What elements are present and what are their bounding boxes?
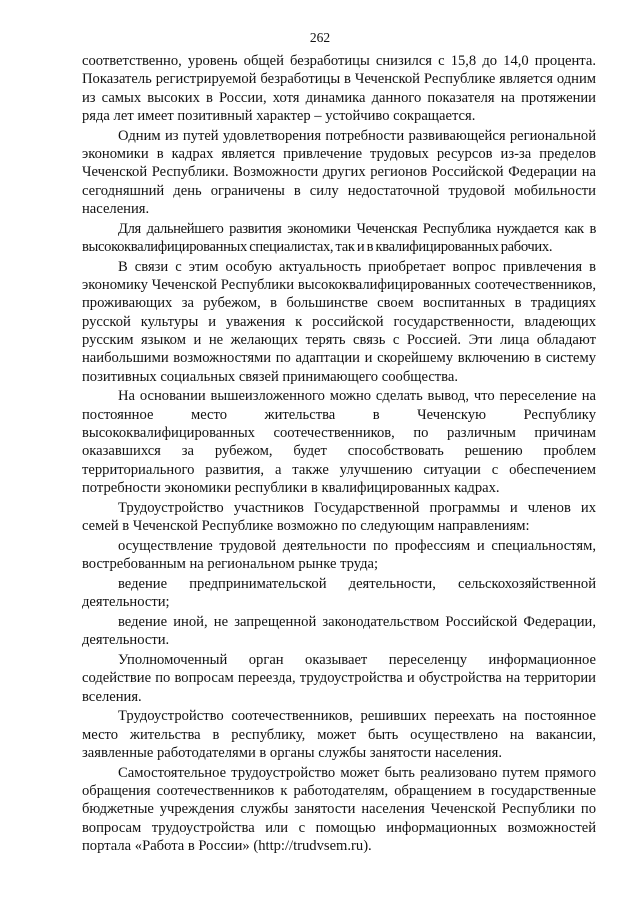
paragraph-labor-resources: Одним из путей удовлетворения потребности развивающейся региональной экономики в кадрах является привлечение трудовых ресурсов из-за пределов Чеченской Республики. Возможности других регионов Российской Федерации на сегодняшний день ограничены в силу недостаточной трудовой мобильности населения. [82,127,596,217]
list-item-labor-activity: осуществление трудовой деятельности по профессиям и специальностям, востребованным на региональном рынке труда; [82,537,596,573]
paragraph-employment-directions: Трудоустройство участников Государственной программы и членов их семей в Чеченской Республике возможно по следующим направлениям: [82,499,596,534]
list-item-entrepreneurship: ведение предпринимательской деятельности, сельскохозяйственной деятельности; [82,575,596,611]
paragraph-conclusion: На основании вышеизложенного можно сделать вывод, что переселение на постоянное место жительства в Чеченскую Республику высококвалифицированных соотечественников, по различным причинам оказавшихся за рубежом, будет способствовать решению проблем территориального развития, а также улучшению ситуации с обеспечением потребности экономики республики в квалифицированных кадрах. [82,388,596,496]
document-body [82,52,596,857]
list-item-other-activity: ведение иной, не запрещенной законодательством Российской Федерации, деятельности. [82,613,596,649]
paragraph-unemployment-summary: соответственно, уровень общей безработицы снизился с 15,8 до 14,0 процента. Показатель регистрируемой безработицы в Чеченской Республике является одним из самых высоких в России, хотя динамика данного показателя на протяжении ряда лет имеет позитивный характер – устойчиво сокращается. [82,53,596,124]
paragraph-specialists-need: Для дальнейшего развития экономики Чеченская Республика нуждается как в высококвалифицированных специалистах, так и в квалифицированных рабочих. [82,220,596,255]
paragraph-authorized-body: Уполномоченный орган оказывает переселенцу информационное содействие по вопросам переезда, трудоустройства и обустройства на территории вселения. [82,652,596,705]
paragraph-self-employment: Самостоятельное трудоустройство может быть реализовано путем прямого обращения соотечественников к работодателям, обращением в государственные бюджетные учреждения службы занятости населения Чеченской Республики по вопросам трудоустройства или с помощью информационных возможностей портала «Работа в России» (http://trudvsem.ru). [82,764,596,854]
page-number: 262 [309,30,331,45]
paragraph-vacancies: Трудоустройство соотечественников, решивших переехать на постоянное место жительства в республику, может быть осуществлено на вакансии, заявленные работодателями в органы службы занятости населения. [82,708,596,761]
paragraph-compatriots-relevance: В связи с этим особую актуальность приобретает вопрос привлечения в экономику Чеченской Республики высококвалифицированных соотечественников, проживающих за рубежом, в большинстве своем воспитанных в традициях русской культуры и уважения к российской государственности, владеющих русским языком и не желающих терять связь с Россией. Эти лица обладают наибольшими возможностями по адаптации и скорейшему включению в систему позитивных социальных связей принимающего сообщества. [82,258,596,385]
